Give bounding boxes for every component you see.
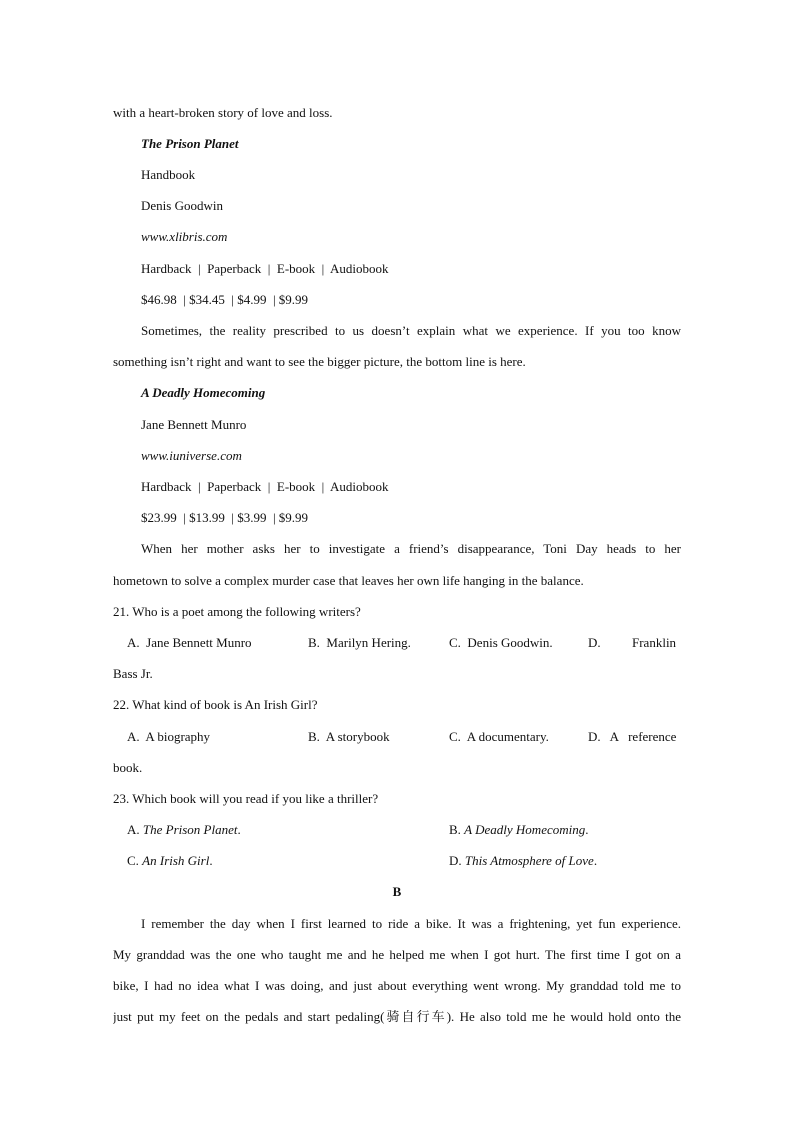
q21-option-d-text: Franklin	[632, 635, 677, 650]
question-22-stem: 22. What kind of book is An Irish Girl?	[113, 697, 318, 712]
q23-option-c: C. An Irish Girl.	[127, 853, 213, 868]
q23-option-c-title: An Irish Girl	[142, 853, 210, 868]
book-author: Jane Bennett Munro	[141, 417, 247, 432]
q21-option-d-letter: D.	[588, 635, 601, 650]
q23-option-c-letter: C.	[127, 853, 139, 868]
passage-b-line-1: I remember the day when I first learned to ride a bike. It was a frightening, yet fun experience.	[141, 917, 681, 931]
intro-tail-line: with a heart-broken story of love and loss.	[113, 105, 333, 120]
q22-option-a: A. A biography	[127, 729, 211, 744]
book-description-line-2: hometown to solve a complex murder case that leaves her own life hanging in the balance.	[113, 573, 584, 588]
q23-option-b: B. A Deadly Homecoming.	[449, 822, 589, 837]
q23-option-a-letter: A.	[127, 822, 140, 837]
q23-option-a-title: The Prison Planet	[142, 822, 238, 837]
q23-option-a: A. The Prison Planet.	[127, 822, 241, 837]
q22-option-c: C. A documentary.	[449, 729, 549, 744]
book-prices: $23.99 | $13.99 | $3.99 | $9.99	[141, 510, 309, 525]
book-title-deadly-homecoming: A Deadly Homecoming	[141, 385, 266, 400]
q23-option-d-title: This Atmosphere of Love	[464, 853, 594, 868]
passage-b-line-2: My granddad was the one who taught me and he helped me when I got hurt. The first time I got on a	[113, 948, 681, 962]
book-description-line-1: When her mother asks her to investigate a friend’s disappearance, Toni Day heads to her	[141, 542, 681, 556]
book-prices: $46.98 | $34.45 | $4.99 | $9.99	[141, 292, 309, 307]
q23-option-b-letter: B.	[449, 822, 461, 837]
book-description-line-2: something isn’t right and want to see the bigger picture, the bottom line is here.	[113, 354, 526, 369]
q21-option-d-continued: Bass Jr.	[113, 666, 153, 681]
book-website: www.iuniverse.com	[141, 448, 242, 463]
question-23-stem: 23. Which book will you read if you like a thriller?	[113, 791, 379, 806]
q21-option-a: A. Jane Bennett Munro	[127, 635, 252, 650]
book-title-prison-planet: The Prison Planet	[141, 136, 239, 151]
passage-b-line-3: bike, I had no idea what I was doing, and just about everything went wrong. My granddad told me to	[113, 979, 681, 993]
q21-option-c: C. Denis Goodwin.	[449, 635, 553, 650]
question-21-stem: 21. Who is a poet among the following writers?	[113, 604, 361, 619]
q22-option-b: B. A storybook	[308, 729, 390, 744]
book-formats: Hardback | Paperback | E-book | Audiobook	[141, 479, 389, 494]
section-b-heading: B	[392, 884, 402, 899]
book-website: www.xlibris.com	[141, 229, 228, 244]
q21-option-b: B. Marilyn Hering.	[308, 635, 411, 650]
book-type: Handbook	[141, 167, 196, 182]
book-formats: Hardback | Paperback | E-book | Audiobook	[141, 261, 389, 276]
passage-b-line-4: just put my feet on the pedals and start pedaling(骑自行车). He also told me he would hold onto the	[113, 1010, 681, 1024]
q23-option-d-letter: D.	[449, 853, 462, 868]
q22-option-d-continued: book.	[113, 760, 143, 775]
q23-option-d: D. This Atmosphere of Love.	[449, 853, 598, 868]
book-author: Denis Goodwin	[141, 198, 223, 213]
q22-option-d: D. A reference	[588, 729, 677, 744]
q23-option-b-title: A Deadly Homecoming	[464, 822, 586, 837]
book-description-line-1: Sometimes, the reality prescribed to us doesn’t explain what we experience. If you too know	[141, 324, 681, 338]
